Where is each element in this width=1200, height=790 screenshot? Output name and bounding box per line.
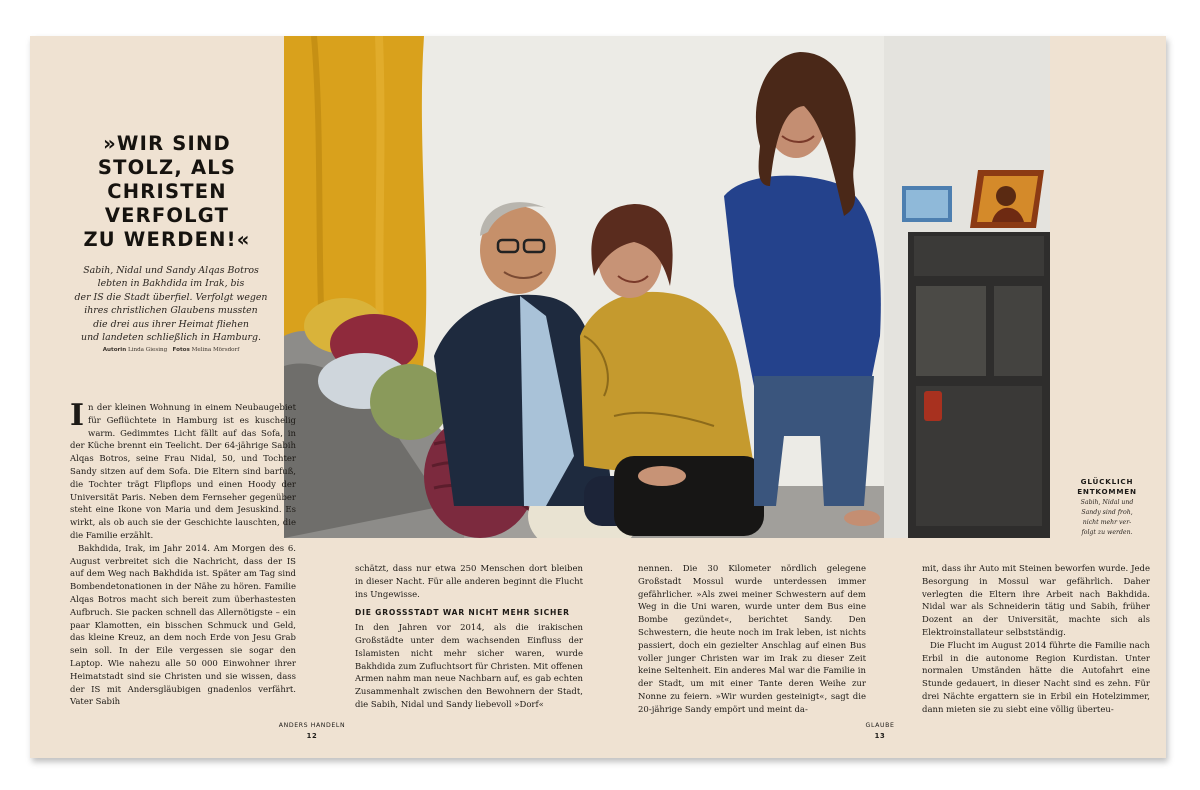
page-number: 12 (306, 732, 318, 740)
article-headline: »WIR SIND STOLZ, ALS CHRISTEN VERFOLGT ZU WERDEN!« (83, 132, 251, 251)
paragraph: schätzt, dass nur etwa 250 Menschen dort bleiben in dieser Nacht. Für alle anderen beginnt die Flucht ins Ungewisse. (355, 564, 583, 600)
paragraph: nennen. Die 30 Kilometer nördlich gelegene Großstadt Mossul wurde unterdessen immer gefährlicher. »Als zwei meiner Schwestern auf dem Weg in die Uni waren, wurde unter dem Bus eine Bombe gezündet«, berichtet Sandy. Den Schwestern, die heute noch im Irak leben, ist nichts passiert, doch ein gezielter Anschlag auf einen Bus voller junger Christen war im Irak zu dieser Zeit keine Seltenheit. Ein anderes Mal war die Familie in der Stadt, um mit einer Tante deren Weihe zur Nonne zu feiern. »Wir wurden gesteinigt«, sagt die 20-jährige Sandy empört und meint da- (638, 564, 866, 715)
folio-right (820, 722, 940, 740)
paragraph: In der kleinen Wohnung in einem Neubaugebiet für Geflüchtete in Hamburg ist es kuschelig warm. Gedimmtes Licht fällt auf das Sofa, in der Küche brennt ein Teelicht. Der 64-jährige Sabih Alqas Botros, seine Frau Nidal, 50, und Tochter Sandy sitzen auf dem Sofa. Die Eltern sind barfuß, die Tochter trägt Flipflops und einen Hoody der Universität Paris. Neben dem Fernseher gegenüber steht eine Ikone von Maria und dem Jesuskind. Es wirkt, als ob auch sie der Geschichte lauschten, die die Familie erzählt. (70, 398, 296, 541)
photo-name: Melina Mörsdorf (191, 347, 240, 353)
paragraph: Bakhdida, Irak, im Jahr 2014. Am Morgen des 6. August verbreitet sich die Nachricht, dass der IS auf dem Weg nach Bakhdida ist. Später am Tag sind Bombendetonationen in der Nähe zu hören. Familie Alqas Botros macht sich bereit zum überhastesten Aufbruch. Sie packen schnell das Allernötigste – ein paar Klamotten, ein bisschen Schmuck und Geld, das kleine Kreuz, an dem noch Erde von Jesu Grab sein soll. In der Eile vergessen sie sogar den Laptop. Wie nahezu alle 50 000 Einwohner ihrer Heimatstadt sind sie Christen und sie wissen, dass der IS mit Andersgläubigen gnadenlos verfährt. Vater Sabih (70, 543, 296, 708)
page-number: 13 (874, 732, 886, 740)
paragraph: In den Jahren vor 2014, als die irakischen Großstädte unter dem wachsenden Einfluss der Islamisten nicht mehr sicher waren, wurde Bakhdida zum Zufluchtsort für Christen. Mit offenen Armen nahm man neue Nachbarn auf, es gab echten Zusammenhalt zwischen den Bewohnern der Stadt, die Sabih, Nidal und Sandy liebevoll »Dorf« (355, 623, 583, 710)
body-column-4 (922, 563, 1150, 717)
author-name: Linda Giesing (127, 347, 168, 353)
author-label: Autorin (102, 347, 127, 353)
paragraph: Die Flucht im August 2014 führte die Familie nach Erbil in die autonome Region Kurdistan. Unter normalen Umständen hätte die Autofahrt eine Stunde gedauert, in dieser Nacht sind es zehn. Für drei Nächte ergattern sie in Erbil ein Hotelzimmer, dann mieten sie zu siebt eine völlig überteu- (922, 640, 1150, 715)
article-credits (66, 347, 276, 353)
body-column-2 (355, 563, 583, 712)
section-subhead: DIE GROSSSTADT WAR NICHT MEHR SICHER (355, 608, 570, 618)
section-name: GLAUBE (865, 722, 895, 729)
folio-left (252, 722, 372, 740)
photo-caption-title: GLÜCKLICH ENTKOMMEN (1077, 477, 1137, 496)
photo-label: Fotos (172, 347, 190, 353)
magazine-spread (30, 36, 1166, 758)
paragraph: mit, dass ihr Auto mit Steinen beworfen wurde. Jede Besorgung in Mossul war gefährlich. Daher verlegten die Eltern ihre Arbeit nach Bakhdida. Nidal war als Schneiderin tätig und Sabih, früher Dozent an der Universität, machte sich als Elektroinstallateur selbstständig. (922, 564, 1150, 638)
body-column-3 (638, 563, 866, 717)
article-lede: Sabih, Nidal und Sandy Alqas Botros lebten in Bakhdida im Irak, bis der IS die Stadt überfiel. Verfolgt wegen ihres christlichen Glaubens mussten die drei aus ihrer Heimat fliehen und landeten schließlich in Hamburg. (74, 265, 268, 344)
photo-caption-text: Sabih, Nidal und Sandy sind froh, nicht mehr ver- folgt zu werden. (1080, 499, 1134, 536)
family-photo-illustration (284, 36, 1050, 538)
family-photo (284, 36, 1050, 538)
drop-cap: I (70, 398, 85, 433)
body-column-1 (70, 398, 296, 709)
section-name: ANDERS HANDELN (278, 722, 346, 729)
